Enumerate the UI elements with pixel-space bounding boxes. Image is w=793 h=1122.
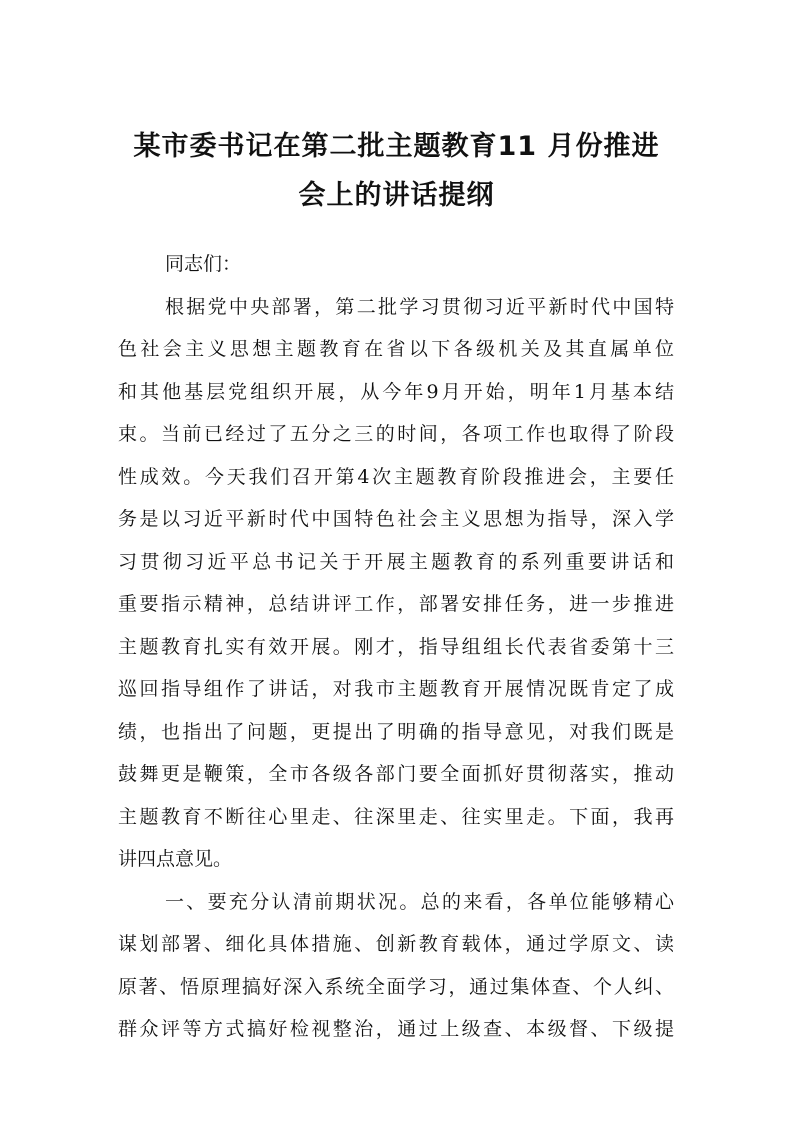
- paragraph-line: 束。当前已经过了五分之三的时间，各项工作也取得了阶段: [118, 423, 674, 445]
- document-title: [110, 122, 683, 220]
- paragraph-line: 重要指示精神，总结讲评工作，部署安排任务，进一步推进: [118, 593, 674, 615]
- paragraph-line: 习贯彻习近平总书记关于开展主题教育的系列重要讲话和: [118, 550, 674, 573]
- paragraph-line: 和其他基层党组织开展，从今年9月开始，明年1月基本结: [118, 380, 674, 403]
- paragraph-line: 巡回指导组作了讲话，对我市主题教育开展情况既肯定了成: [118, 678, 674, 700]
- paragraph-line: 主题教育扎实有效开展。刚才，指导组组长代表省委第十三: [118, 635, 674, 658]
- paragraph-line: 鼓舞更是鞭策，全市各级各部门要全面抓好贯彻落实，推动: [118, 763, 674, 785]
- paragraph-line: 原著、悟原理搞好深入系统全面学习，通过集体查、个人纠、: [118, 975, 674, 998]
- paragraph-1: [118, 286, 674, 881]
- salutation: 同志们：: [165, 253, 242, 275]
- paragraph-line: 根据党中央部署，第二批学习贯彻习近平新时代中国特: [165, 295, 674, 318]
- paragraph-line: 性成效。今天我们召开第4次主题教育阶段推进会，主要任: [118, 465, 674, 488]
- paragraph-2: [118, 881, 674, 1051]
- paragraph-line: 主题教育不断往心里走、往深里走、往实里走。下面，我再: [118, 805, 674, 828]
- paragraph-line: 一、要充分认清前期状况。总的来看，各单位能够精心: [165, 890, 674, 913]
- paragraph-line: 绩，也指出了问题，更提出了明确的指导意见，对我们既是: [118, 720, 674, 743]
- paragraph-line: 色社会主义思想主题教育在省以下各级机关及其直属单位: [118, 338, 674, 360]
- title-line-1: 某市委书记在第二批主题教育11 月份推进: [133, 131, 660, 162]
- paragraph-line: 务是以习近平新时代中国特色社会主义思想为指导，深入学: [118, 508, 674, 530]
- title-line-2: 会上的讲话提纲: [298, 180, 495, 211]
- document-body: [118, 243, 674, 1051]
- paragraph-line: 群众评等方式搞好检视整治，通过上级查、本级督、下级提: [118, 1018, 674, 1040]
- paragraph-line: 谋划部署、细化具体措施、创新教育载体，通过学原文、读: [118, 933, 674, 955]
- paragraph-line: 讲四点意见。: [118, 848, 233, 870]
